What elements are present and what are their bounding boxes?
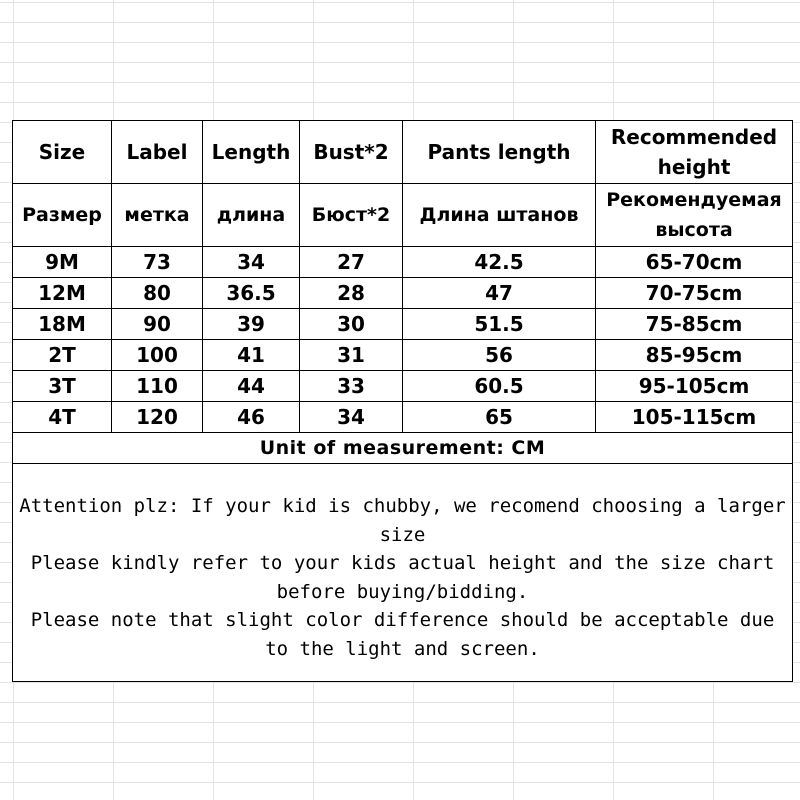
cell-size: 4T [13, 402, 112, 433]
cell-bust: 34 [300, 402, 403, 433]
size-chart-sheet [12, 120, 792, 682]
cell-label: 100 [112, 340, 203, 371]
cell-height: 65-70cm [596, 247, 793, 278]
cell-height: 105-115cm [596, 402, 793, 433]
cell-label: 73 [112, 247, 203, 278]
header-pants-length: Pants length [403, 121, 596, 184]
cell-pants-length: 51.5 [403, 309, 596, 340]
header-label-ru: метка [112, 184, 203, 247]
note-chubby: Attention plz: If your kid is chubby, we recomend choosing a larger size [19, 495, 786, 546]
cell-pants-length: 56 [403, 340, 596, 371]
cell-bust: 27 [300, 247, 403, 278]
cell-height: 85-95cm [596, 340, 793, 371]
unit-row [13, 433, 793, 464]
unit-note: Unit of measurement: CM [13, 433, 793, 464]
cell-length: 39 [203, 309, 300, 340]
cell-length: 34 [203, 247, 300, 278]
cell-pants-length: 65 [403, 402, 596, 433]
cell-pants-length: 47 [403, 278, 596, 309]
header-pants-length-ru: Длина штанов [403, 184, 596, 247]
cell-size: 9M [13, 247, 112, 278]
cell-bust: 30 [300, 309, 403, 340]
cell-label: 110 [112, 371, 203, 402]
cell-size: 18M [13, 309, 112, 340]
cell-bust: 31 [300, 340, 403, 371]
table-row [13, 340, 793, 371]
header-length: Length [203, 121, 300, 184]
cell-label: 120 [112, 402, 203, 433]
cell-height: 70-75cm [596, 278, 793, 309]
header-size: Size [13, 121, 112, 184]
cell-label: 80 [112, 278, 203, 309]
note-color-difference: Please note that slight color difference should be acceptable due to the light and screen. [30, 609, 775, 660]
header-size-ru: Размер [13, 184, 112, 247]
header-recommended-height: Recommended height [596, 121, 793, 184]
cell-pants-length: 42.5 [403, 247, 596, 278]
header-row-russian [13, 184, 793, 247]
note-refer-height: Please kindly refer to your kids actual height and the size chart before buying/bidding. [30, 552, 775, 603]
header-label: Label [112, 121, 203, 184]
table-row [13, 309, 793, 340]
cell-size: 12M [13, 278, 112, 309]
cell-label: 90 [112, 309, 203, 340]
table-row [13, 247, 793, 278]
cell-length: 46 [203, 402, 300, 433]
header-row-english [13, 121, 793, 184]
cell-size: 3T [13, 371, 112, 402]
cell-size: 2T [13, 340, 112, 371]
notes-box [13, 464, 793, 682]
header-bust: Bust*2 [300, 121, 403, 184]
cell-length: 41 [203, 340, 300, 371]
header-length-ru: длина [203, 184, 300, 247]
cell-height: 75-85cm [596, 309, 793, 340]
cell-length: 36.5 [203, 278, 300, 309]
table-row [13, 402, 793, 433]
cell-bust: 28 [300, 278, 403, 309]
cell-height: 95-105cm [596, 371, 793, 402]
size-chart-table [12, 120, 793, 464]
cell-bust: 33 [300, 371, 403, 402]
table-row [13, 278, 793, 309]
cell-length: 44 [203, 371, 300, 402]
table-row [13, 371, 793, 402]
cell-pants-length: 60.5 [403, 371, 596, 402]
header-recommended-height-ru: Рекомендуемая высота [596, 184, 793, 247]
header-bust-ru: Бюст*2 [300, 184, 403, 247]
